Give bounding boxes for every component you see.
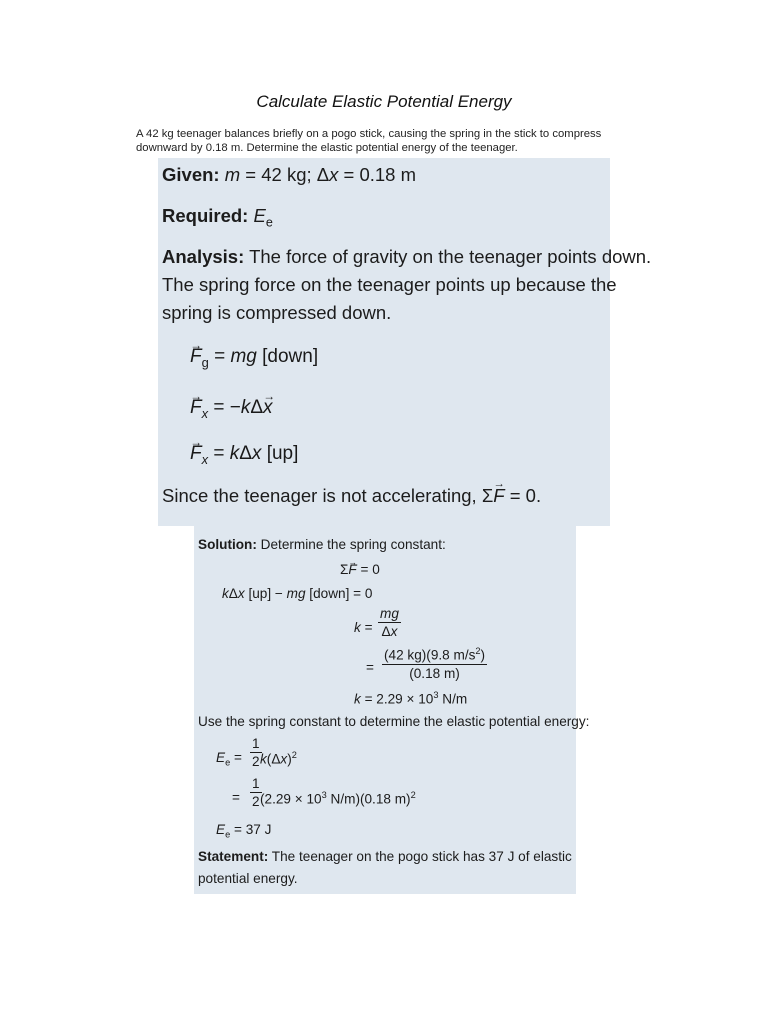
energy-formula-lhs: $E_e$ = [216,750,242,768]
net-force-zero-equation: Σ→ F = 0 [340,562,380,577]
analysis-label: Analysis: [162,246,245,267]
statement-line-1 [198,849,572,864]
given-equation: m = 42 kg; Δx = 0.18 m [224,164,417,185]
solution-panel [194,526,590,894]
required-label: Required: [162,205,249,226]
required-value: $E_e$ [253,205,273,230]
statement-text-1: The teenager on the pogo stick has 37 J of elastic [271,849,572,864]
force-balance-equation: kΔx [up] − mg [down] = 0 [222,586,373,601]
analysis-line-3: spring is compressed down. [162,302,392,323]
energy-transition: Use the spring constant to determine the elastic potential energy: [198,714,590,729]
given-label: Given: [162,164,220,185]
spring-force-up-equation: → $F_x = k\Delta x$ [up] [190,443,298,467]
half-fraction-2: $\frac{1}{2}$ [252,776,260,809]
net-force-conclusion: Since the teenager is not accelerating, Σ→ F = 0. [162,485,541,507]
analysis-panel [158,158,652,526]
statement-line-2: potential energy. [198,871,298,886]
energy-formula-rhs: $k(\Delta x)^2$ [260,750,297,767]
analysis-line-2: The spring force on the teenager points up because the [162,274,617,295]
page-title: Calculate Elastic Potential Energy [256,92,512,111]
analysis-line-1 [162,246,651,268]
required-line [162,205,273,230]
k-substitution-equals: = [366,660,374,675]
problem-line-2: downward by 0.18 m. Determine the elastic potential energy of the teenager. [136,142,518,154]
energy-substitution: ($2.29 \times 10^3$ N/m)(0.18 m)$^2$ [260,790,416,807]
energy-substitution-equals: = [232,790,240,805]
energy-result-equation: $E_e = 37$ J [216,822,272,840]
problem-text [136,127,646,155]
k-label: k = [354,620,373,635]
k-substitution-fraction: $\frac{(42 kg)(9.8 m/s^2)}{(0.18 m)}$ [384,646,486,681]
gravity-equation: → $F_g$ = mg [down] [190,346,318,370]
statement-label: Statement: [198,849,269,864]
spring-force-equation: → $F_x = -k\Delta\to x$ [190,397,273,421]
solution-intro-text: Determine the spring constant: [260,537,446,552]
analysis-text-1: The force of gravity on the teenager points down. [249,246,652,267]
problem-line-1: A 42 kg teenager balances briefly on a pogo stick, causing the spring in the stick to compress [136,128,602,140]
solution-intro [198,537,446,552]
k-fraction: $\frac{mg}{\Delta x}$ [380,606,399,639]
half-fraction-1: $\frac{1}{2}$ [252,736,260,769]
k-result-equation: $k = 2.29 \times 10^3$ N/m [354,690,468,707]
solution-label: Solution: [198,537,257,552]
given-line [162,164,416,186]
